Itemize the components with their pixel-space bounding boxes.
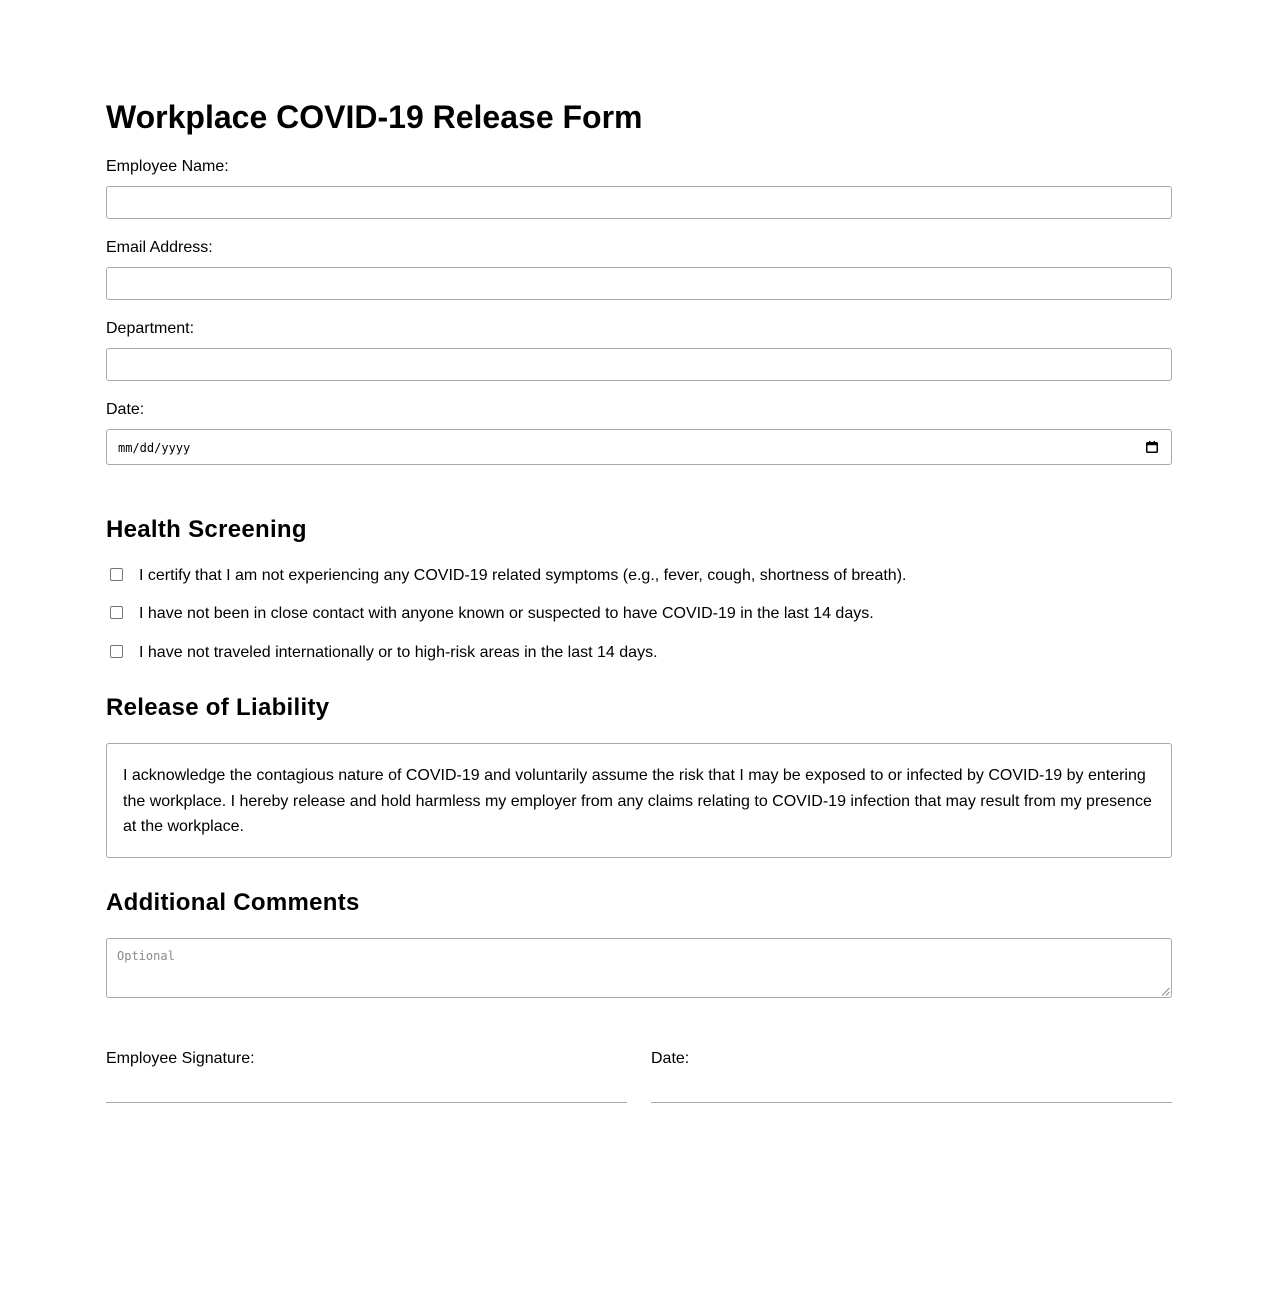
contact-checkbox-label[interactable]: I have not been in close contact with anyone known or suspected to have COVID-19 in the last 14 days. xyxy=(139,605,874,622)
calendar-icon[interactable] xyxy=(1146,441,1158,453)
email-address-input[interactable] xyxy=(106,267,1172,300)
release-of-liability-heading: Release of Liability xyxy=(106,694,330,721)
release-text: I acknowledge the contagious nature of COVID-19 and voluntarily assume the risk that I may be exposed to or infected by COVID-19 by entering the workplace. I hereby release and hold harmless my employer from any claims relating to COVID-19 infection that may result from my presence at the workplace. xyxy=(123,767,1152,835)
department-label: Department: xyxy=(106,320,195,337)
department-input[interactable] xyxy=(106,348,1172,381)
signature-date-label: Date: xyxy=(651,1050,690,1067)
date-input[interactable] xyxy=(106,429,1172,465)
signature-block xyxy=(106,1047,627,1103)
employee-name-label: Employee Name: xyxy=(106,158,229,175)
additional-comments-heading: Additional Comments xyxy=(106,889,360,916)
symptoms-checkbox[interactable] xyxy=(110,568,123,581)
signature-date-block xyxy=(651,1047,1172,1103)
screening-item-travel xyxy=(106,643,1172,665)
signature-date-line[interactable] xyxy=(651,1102,1172,1103)
contact-checkbox[interactable] xyxy=(110,606,123,619)
comments-placeholder: Optional xyxy=(117,949,175,963)
employee-signature-line[interactable] xyxy=(106,1102,627,1103)
screening-item-symptoms xyxy=(106,566,1172,588)
date-label: Date: xyxy=(106,401,145,418)
resize-grip-icon[interactable] xyxy=(1161,987,1170,996)
date-placeholder: mm/dd/yyyy xyxy=(118,441,191,455)
symptoms-checkbox-label[interactable]: I certify that I am not experiencing any COVID-19 related symptoms (e.g., fever, cough, shortness of breath). xyxy=(139,567,907,584)
email-address-label: Email Address: xyxy=(106,239,213,256)
travel-checkbox[interactable] xyxy=(110,645,123,658)
page-title: Workplace COVID-19 Release Form xyxy=(106,99,643,135)
screening-item-contact xyxy=(106,604,1172,626)
release-text-box xyxy=(106,743,1172,858)
health-screening-heading: Health Screening xyxy=(106,516,307,543)
comments-textarea[interactable] xyxy=(106,938,1172,998)
travel-checkbox-label[interactable]: I have not traveled internationally or to high-risk areas in the last 14 days. xyxy=(139,644,658,661)
employee-name-input[interactable] xyxy=(106,186,1172,219)
employee-signature-label: Employee Signature: xyxy=(106,1050,255,1067)
